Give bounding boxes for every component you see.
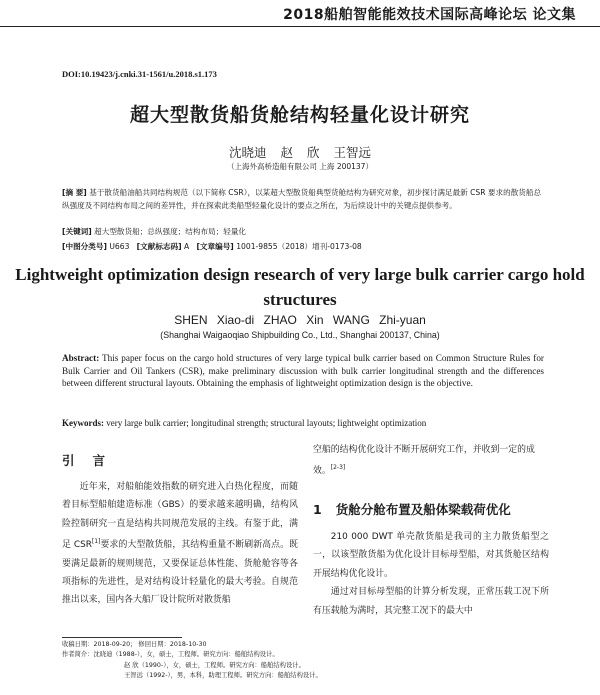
abstract-english-text: This paper focus on the cargo hold structures of very large typical bulk carrier based on Common Structure Rules for Bulk Carrier and Oil Tankers (CSR), make preliminary discussion with bulk carrier longitudinal strength and the differences between different structural layouts. Obtaining the emphasis of lightweight optimization design is the objective.	[62, 353, 544, 389]
abstract-chinese	[62, 186, 544, 212]
keywords-chinese-text: 超大型散货船；总纵强度；结构布局；轻量化	[94, 227, 247, 236]
clc-label: [中图分类号]	[62, 242, 107, 251]
citation-ref: [1]	[91, 538, 101, 546]
revised-date: 2018-10-30	[169, 641, 207, 648]
continuation-text: 空船的结构优化设计不断开展研究工作，并收到一定的成效。	[313, 445, 535, 477]
section-1-paragraph-2: 通过对目标母型船的计算分析发现，正常压载工况下所有压载舱为满时，其完整工况下的最大中	[313, 587, 549, 616]
intro-paragraph	[62, 478, 298, 610]
keywords-chinese-label: [关键词]	[62, 227, 92, 236]
keywords-english	[62, 418, 544, 428]
abstract-english-label: Abstract:	[62, 353, 100, 363]
section-heading-1	[313, 500, 511, 518]
continuation-paragraph	[313, 441, 549, 481]
author-bio-3: 王智远（1992-），男，本科，助理工程师。研究方向：船舶结构设计。	[124, 672, 322, 680]
section-1-body	[313, 528, 549, 620]
abstract-chinese-label: [摘 要]	[62, 188, 87, 197]
abstract-english	[62, 352, 544, 390]
footnote-dates: 收稿日期：2018-09-20； 修回日期：2018-10-30	[62, 641, 207, 648]
author-bio-2: 赵 欣（1990-），女，硕士，工程师。研究方向：船舶结构设计。	[124, 661, 305, 669]
keywords-english-text: very large bulk carrier; longitudinal strength; structural layouts; lightweight optimization	[106, 418, 427, 428]
footnote-author-1	[62, 650, 544, 660]
section-number: 1	[313, 502, 322, 517]
received-label: 收稿日期：	[62, 641, 94, 648]
received-date: 2018-09-20	[93, 641, 131, 648]
clc-code: U663	[109, 242, 130, 251]
citation-ref: [2-3]	[330, 464, 346, 472]
section-1-paragraph-1: 210 000 DWT 单壳散货船是我司的主力散货船型之一，以该型散货船为优化设计目标母型船，对其货舱区结构开展结构优化设计。	[313, 532, 549, 579]
author-bio-1: 沈晓迪（1988-），女，硕士，工程师。研究方向：船舶结构设计。	[93, 651, 279, 659]
keywords-chinese	[62, 226, 544, 237]
affiliation-english: (Shanghai Waigaoqiao Shipbuilding Co., Ltd., Shanghai 200137, China)	[160, 330, 440, 340]
footnote	[62, 640, 544, 682]
doc-code: A	[184, 242, 190, 251]
authors-chinese: 沈晓迪 赵 欣 王智远	[229, 145, 371, 160]
intro-column	[62, 478, 298, 610]
doc-code-label: [文献标志码]	[136, 242, 182, 251]
classification-line	[62, 241, 544, 252]
title-english: Lightweight optimization design research of very large bulk carrier cargo hold structures	[15, 265, 585, 309]
running-header	[0, 0, 600, 27]
author-label: 作者简介：	[62, 651, 94, 659]
revised-label: 修回日期：	[138, 641, 170, 648]
section-heading-intro: 引言	[62, 453, 124, 468]
right-column-continuation	[313, 441, 549, 481]
affiliation-chinese: （上海外高桥造船有限公司 上海 200137）	[227, 162, 373, 171]
article-id: 1001-9855（2018）增刊-0173-08	[236, 242, 362, 251]
abstract-chinese-text: 基于散货船油船共同结构规范（以下简称 CSR），以某超大型散货船典型货舱结构为研究对象，初步探讨满足最新 CSR 要求的散货船总纵强度及不同结构布局之间的差异性，并在探索此类船型轻量化设计的要点之所在，为后续设计中的关键点提供参考。	[62, 188, 542, 210]
footnote-divider	[62, 637, 182, 638]
authors-english: SHEN Xiao-di ZHAO Xin WANG Zhi-yuan	[174, 313, 426, 327]
article-id-label: [文章编号]	[196, 242, 234, 251]
doi: DOI:10.19423/j.cnki.31-1561/u.2018.s1.173	[62, 69, 217, 79]
keywords-english-label: Keywords:	[62, 418, 104, 428]
title-chinese: 超大型散货船货舱结构轻量化设计研究	[129, 104, 470, 126]
section-title: 货舱分舱布置及船体梁载荷优化	[335, 502, 511, 517]
conference-title: 2018船舶智能能效技术国际高峰论坛 论文集	[283, 7, 576, 23]
intro-text: 近年来，对船舶能效指数的研究进入白热化程度，而随着目标型船舶建造标准（GBS）的要求越来越明确，结构风险控制研究一直是结构共同规范发展的主线。有鉴于此，满足 CSR	[62, 482, 298, 551]
intro-text-cont: 要求的大型散货船，其结构重量不断刷新高点。既要满足最新的规则规范，又要保证总体性能、货舱舱容等各项指标的先进性，是对结构设计轻量化的最大考验。自规范推出以来，国内各大船厂设计院所对散货船	[62, 540, 298, 606]
